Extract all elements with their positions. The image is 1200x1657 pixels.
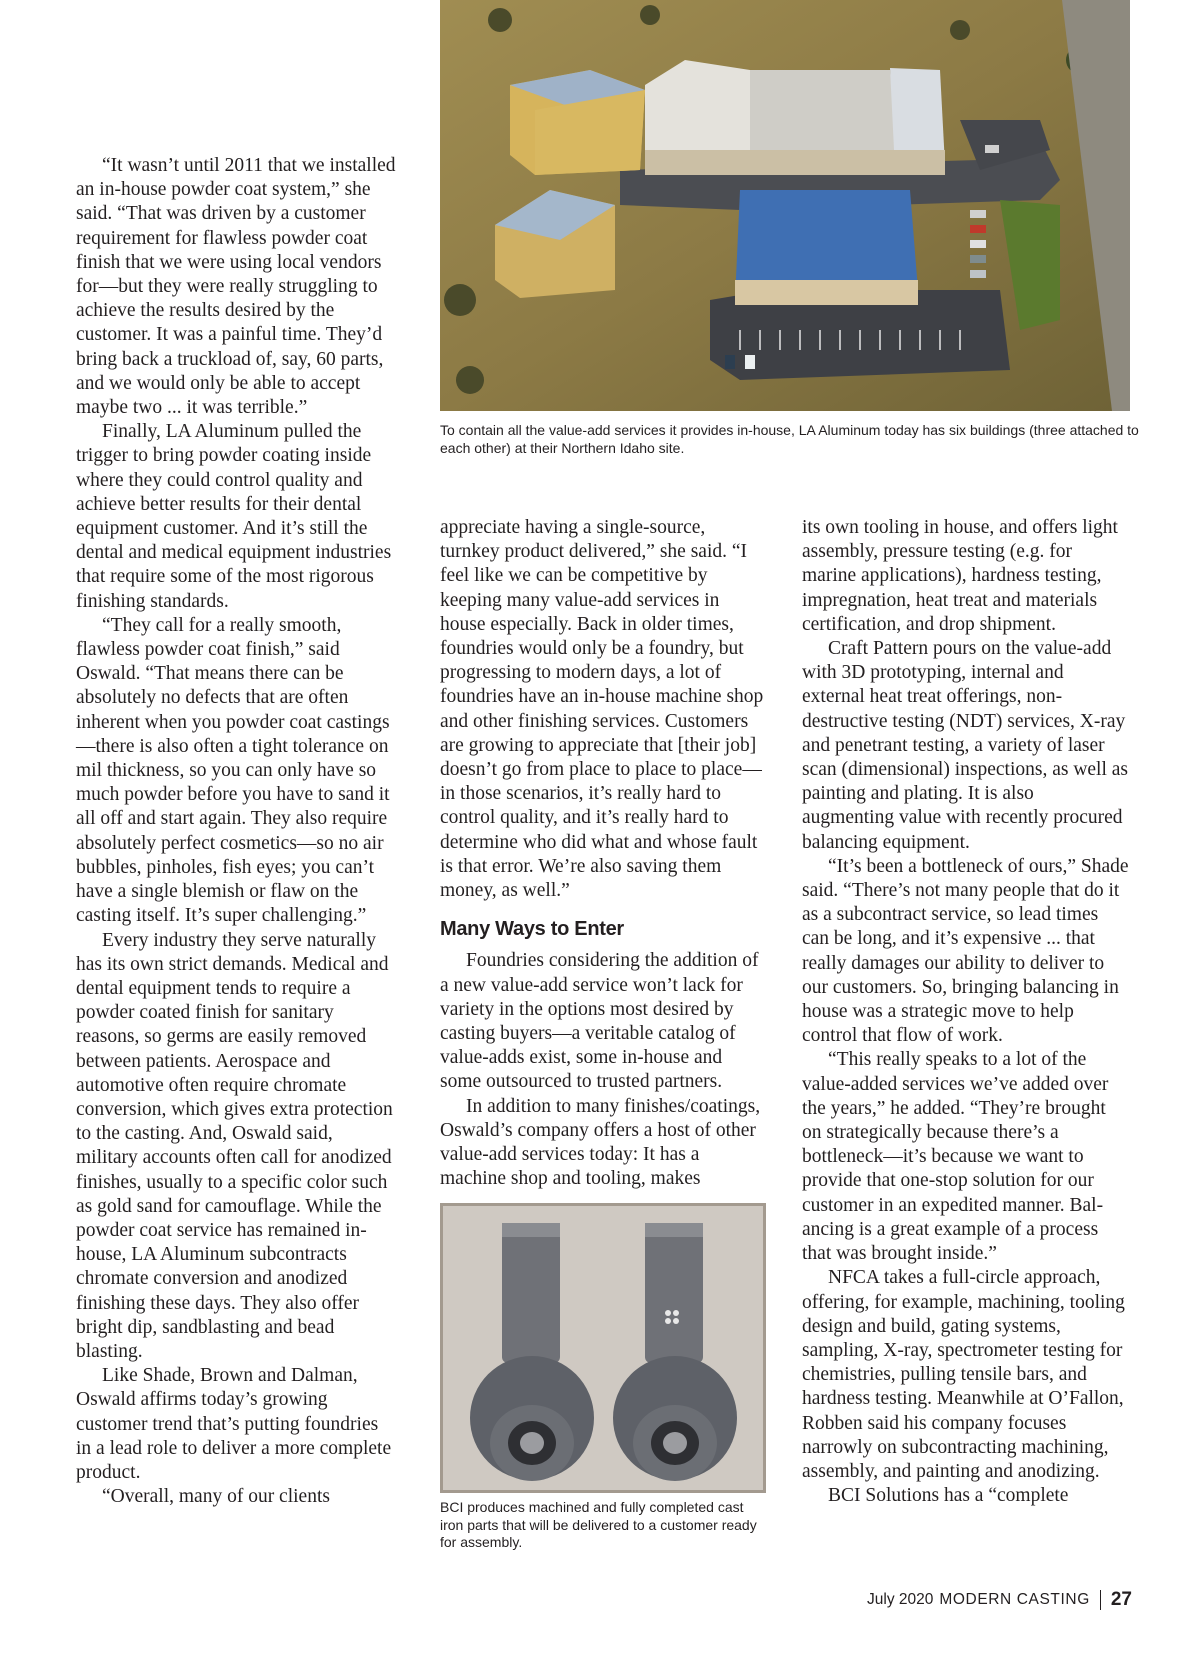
magazine-name: MODERN CASTING [939,1591,1090,1608]
parts-photo-illustration [440,1203,766,1493]
aerial-facility-photo [440,0,1130,411]
paragraph: BCI Solutions has a “complete [828,1485,1069,1507]
paragraph: Like Shade, Brown and Dalman, Oswald affirms today’s growing customer trend that’s putting foundries in a lead role to deliver a more complete product. [76,1365,392,1483]
paragraph: Every industry they serve naturally has its own strict demands. Medical and dental equipment tends to require a powder coated finish for sanitary reasons, so germs are easily removed between patients. Aerospace and automotive often require chromate conversion, which gives extra protection to the casting. And, Oswald said, military accounts often call for anodized finishes, usually to a specific color such as gold sand for camouflage. While the powder coat service has remained in-house, LA Aluminum subcontracts chromate conversion and anodized finishing these days. They also offer bright dip, sandblasting and bead blasting. [76,929,393,1362]
text-column-2 [440,516,765,1191]
aerial-photo-caption: To contain all the value-add services it provides in-house, LA Aluminum today has six buildings (three attached to each other) at their Northern Idaho site. [440,422,1139,456]
paragraph: NFCA takes a full-circle approach, offering, for example, machining, tooling design and build, gating systems, sampling, X-ray, spectrometer testing for chemistries, pulling tensile bars, and hardness testing. Meanwhile at O’Fallon, Robben said his company focuses narrowly on subcontracting machining, assembly, and painting and anodizing. [802,1267,1125,1482]
paragraph: “This really speaks to a lot of the value-added services we’ve added over the years,” he added. “They’re brought on strategically because there’s a bottleneck—it’s because we want to provide that one-stop solution for our customer in an expedited manner. Balancing is a great example of a process that was brought inside.” [802,1049,1109,1265]
section-heading: Many Ways to Enter [440,918,624,941]
page-number: 27 [1110,1589,1132,1610]
paragraph: Foundries considering the addition of a new value-add service won’t lack for variety in the options most desired by casting buyers—a veritable catalog of value-adds exist, some in-house and some outsourced to trusted partners. [440,950,759,1093]
paragraph: appreciate having a single-source, turnkey product delivered,” she said. “I feel like we can be competitive by keeping many value-add services in house especially. Back in older times, foundries would only be a foundry, but progressing to modern days, a lot of foundries have an in-house machine shop and other finishing services. Customers are growing to appreciate that [their job] doesn’t go from place to place to place—in those scenarios, it’s really hard to control quality, and it’s really hard to determine who did what and whose fault is that error. We’re also saving them money, as well.” [440,517,764,902]
paragraph: “They call for a really smooth, flawless powder coat finish,” said Oswald. “That means there can be absolutely no defects that are often inherent when you powder coat castings—there is also often a tight tolerance on mil thickness, so you can only have so much powder before you have to sand it all off and start again. They also require absolutely perfect cosmetics—so no air bubbles, pinholes, fish eyes; you can’t have a single blemish or flaw on the casting itself. It’s super challenging.” [76,614,390,927]
footer-divider [1100,1590,1101,1610]
paragraph: Finally, LA Aluminum pulled the trigger to bring powder coating inside where they could control quality and achieve better results for their dental equipment customer. And it’s still the dental and medical equipment industries that require some of the most rigorous finishing standards. [76,421,392,612]
paragraph: its own tooling in house, and offers light assembly, pressure testing (e.g. for marine applications), hardness testing, impregnation, heat treat and materials certification, and drop shipment. [802,517,1118,635]
page-footer [832,1589,1132,1611]
text-column-3 [802,516,1130,1508]
paragraph: “It’s been a bottleneck of ours,” Shade said. “There’s not many people that do it as a subcontract service, so lead times can be long, and it’s expensive ... that really damages our ability to deliver to our customers. So, bringing balancing in house was a strategic move to help control that flow of work. [802,855,1129,1047]
paragraph: Craft Pattern pours on the value-add with 3D prototyping, internal and external heat treat offerings, non-destructive testing (NDT) services, X-ray and penetrant testing, a variety of laser scan (dimensional) inspections, as well as painting and plating. It is also augmenting value with recently procured balancing equipment. [802,638,1129,853]
cast-iron-parts-photo [440,1203,766,1493]
aerial-photo-illustration [440,0,1130,411]
paragraph: In addition to many finishes/coatings, Oswald’s company offers a host of other value-add services today: It has a machine shop and tooling, makes [440,1095,761,1190]
paragraph: “Overall, many of our clients [102,1486,330,1508]
issue-date: July 2020 [867,1591,934,1608]
paragraph: “It wasn’t until 2011 that we installed an in-house powder coat system,” she said. “That was driven by a customer requirement for flawless powder coat finish that we were using local vendors for—but they were really struggling to achieve the results desired by the customer. It was a painful time. They’d bring back a truckload of, say, 60 parts, and we would only be able to accept maybe two ... it was terrible.” [76,155,396,419]
text-column-1 [76,154,398,1509]
parts-photo-caption: BCI produces machined and fully completed cast iron parts that will be delivered to a customer ready for assembly. [440,1499,757,1550]
